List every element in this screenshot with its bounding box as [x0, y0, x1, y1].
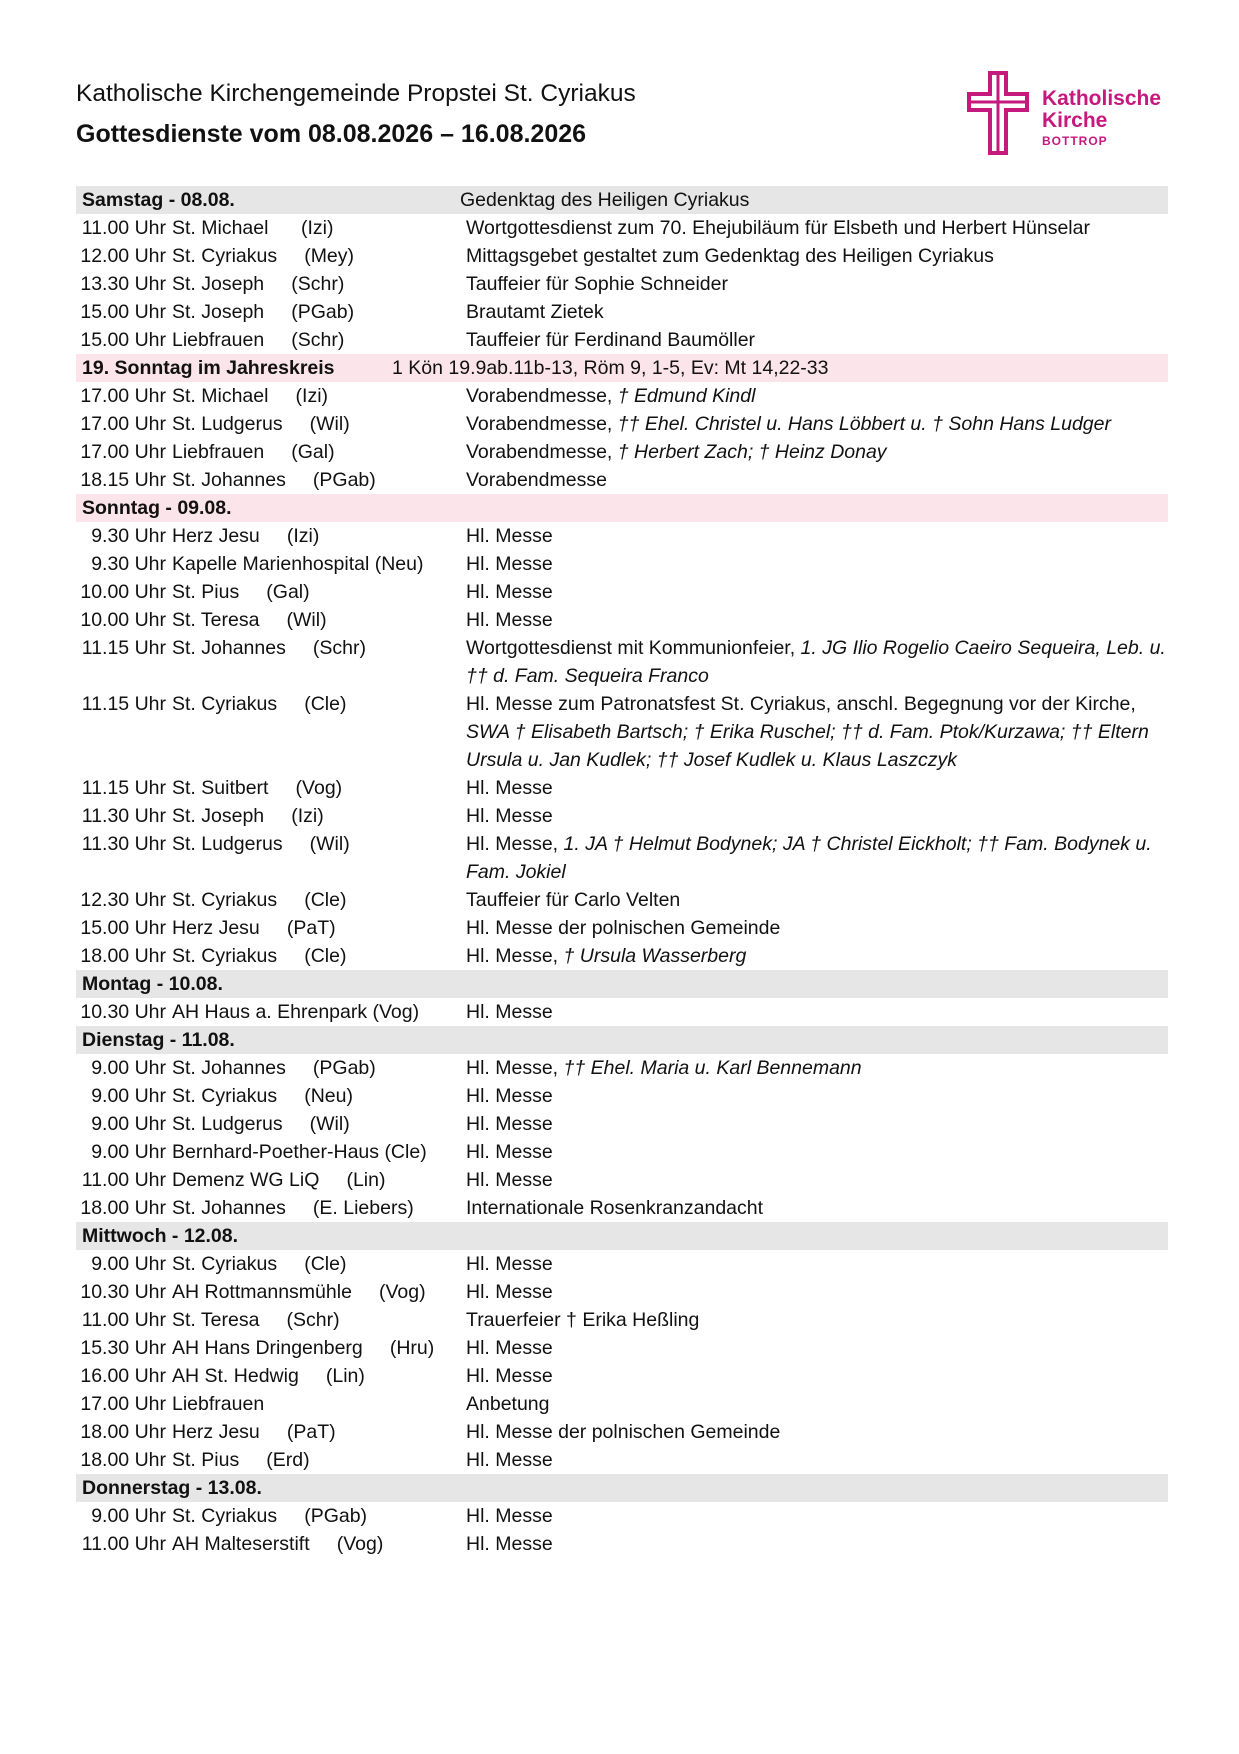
parish-name: Katholische Kirchengemeinde Propstei St. Cyriakus: [76, 80, 636, 107]
service-description: [466, 466, 1166, 494]
service-location: St. Ludgerus (Wil): [172, 1113, 350, 1135]
service-description: [466, 690, 1166, 774]
service-title: Vorabendmesse: [466, 469, 607, 491]
service-title: Hl. Messe: [466, 777, 553, 799]
service-title: Hl. Messe: [466, 1085, 553, 1107]
service-time: 11.00 Uhr: [81, 1169, 166, 1191]
service-time: 9.30 Uhr: [91, 525, 166, 547]
service-time: 18.00 Uhr: [80, 945, 166, 967]
service-time: 17.00 Uhr: [80, 1393, 166, 1415]
day-note: Gedenktag des Heiligen Cyriakus: [460, 189, 750, 211]
service-title: Hl. Messe: [466, 1281, 553, 1303]
service-description: [466, 1334, 1166, 1362]
church-logo: [966, 70, 1176, 156]
service-description: [466, 774, 1166, 802]
service-location: St. Pius (Erd): [172, 1449, 310, 1471]
service-location: St. Cyriakus (Cle): [172, 945, 347, 967]
service-description: [466, 214, 1166, 242]
service-description: [466, 830, 1166, 886]
service-entry: [76, 550, 1168, 578]
service-schedule: [76, 186, 1168, 1558]
service-description: [466, 1446, 1166, 1474]
service-intention: †† Ehel. Christel u. Hans Löbbert u. † Sohn Hans Ludger: [617, 413, 1111, 435]
service-title: Wortgottesdienst zum 70. Ehejubiläum für Elsbeth und Herbert Hünselar: [466, 217, 1090, 239]
service-entry: [76, 382, 1168, 410]
service-intention: † Edmund Kindl: [617, 385, 756, 407]
service-location: St. Cyriakus (Neu): [172, 1085, 353, 1107]
service-location: Liebfrauen (Gal): [172, 441, 335, 463]
service-time: 9.00 Uhr: [91, 1057, 166, 1079]
service-entry: [76, 914, 1168, 942]
service-entry: [76, 830, 1168, 886]
service-description: [466, 438, 1166, 466]
service-title: Hl. Messe der polnischen Gemeinde: [466, 917, 781, 939]
service-time: 15.00 Uhr: [80, 301, 166, 323]
service-entry: [76, 1502, 1168, 1530]
service-title: Hl. Messe: [466, 553, 553, 575]
service-entry: [76, 466, 1168, 494]
service-entry: [76, 298, 1168, 326]
service-time: 9.00 Uhr: [91, 1085, 166, 1107]
logo-text-line2: Kirche: [1042, 109, 1108, 132]
day-header: [76, 1222, 1168, 1250]
service-location: St. Johannes (PGab): [172, 1057, 376, 1079]
service-title: Hl. Messe: [466, 525, 553, 547]
service-location: St. Joseph (Schr): [172, 273, 345, 295]
service-location: AH Hans Dringenberg (Hru): [172, 1337, 435, 1359]
service-description: [466, 1306, 1166, 1334]
service-time: 9.00 Uhr: [91, 1505, 166, 1527]
service-time: 9.00 Uhr: [91, 1141, 166, 1163]
service-description: [466, 326, 1166, 354]
day-header: [76, 354, 1168, 382]
service-entry: [76, 1446, 1168, 1474]
service-entry: [76, 1194, 1168, 1222]
service-title: Hl. Messe: [466, 1253, 553, 1275]
service-time: 17.00 Uhr: [80, 441, 166, 463]
service-time: 11.15 Uhr: [81, 777, 166, 799]
service-location: Herz Jesu (PaT): [172, 917, 336, 939]
service-time: 9.30 Uhr: [91, 553, 166, 575]
service-entry: [76, 606, 1168, 634]
service-location: St. Joseph (Izi): [172, 805, 324, 827]
service-time: 11.00 Uhr: [81, 1533, 166, 1555]
day-note: 1 Kön 19.9ab.11b-13, Röm 9, 1-5, Ev: Mt 14,22-33: [392, 357, 829, 379]
logo-text-line1: Katholische: [1042, 87, 1162, 110]
service-title: Hl. Messe: [466, 1337, 553, 1359]
service-time: 10.00 Uhr: [80, 609, 166, 631]
service-location: St. Johannes (E. Liebers): [172, 1197, 414, 1219]
service-description: [466, 1250, 1166, 1278]
day-header: [76, 494, 1168, 522]
service-time: 11.15 Uhr: [81, 637, 166, 659]
service-title: Trauerfeier † Erika Heßling: [466, 1309, 700, 1331]
service-description: [466, 550, 1166, 578]
day-header: [76, 1474, 1168, 1502]
day-header: [76, 186, 1168, 214]
service-entry: [76, 522, 1168, 550]
service-time: 11.00 Uhr: [81, 217, 166, 239]
service-time: 10.30 Uhr: [80, 1001, 166, 1023]
logo-text-line3: BOTTROP: [1042, 134, 1108, 148]
day-label: Mittwoch - 12.08.: [82, 1225, 239, 1247]
service-description: [466, 1390, 1166, 1418]
service-location: AH Haus a. Ehrenpark (Vog): [172, 1001, 420, 1023]
day-header: [76, 1026, 1168, 1054]
service-description: [466, 802, 1166, 830]
service-title: Hl. Messe: [466, 581, 553, 603]
service-entry: [76, 270, 1168, 298]
day-header: [76, 970, 1168, 998]
service-location: Liebfrauen: [172, 1393, 265, 1415]
service-location: Kapelle Marienhospital (Neu): [172, 553, 424, 575]
service-time: 18.00 Uhr: [80, 1421, 166, 1443]
service-location: St. Cyriakus (PGab): [172, 1505, 368, 1527]
service-title: Hl. Messe,: [466, 833, 564, 855]
service-intention: † Ursula Wasserberg: [563, 945, 747, 967]
service-entry: [76, 214, 1168, 242]
service-title: Tauffeier für Sophie Schneider: [466, 273, 728, 295]
day-label: Samstag - 08.08.: [82, 189, 235, 211]
service-location: St. Johannes (PGab): [172, 469, 376, 491]
service-location: Bernhard-Poether-Haus (Cle): [172, 1141, 427, 1163]
service-intention: 1. JG Ilio Rogelio Caeiro Sequeira, Leb. u. †† d. Fam. Sequeira Franco: [466, 637, 1166, 687]
service-time: 18.00 Uhr: [80, 1197, 166, 1219]
service-time: 10.30 Uhr: [80, 1281, 166, 1303]
service-intention: †† Ehel. Maria u. Karl Bennemann: [563, 1057, 862, 1079]
service-entry: [76, 998, 1168, 1026]
day-label: Dienstag - 11.08.: [82, 1029, 235, 1051]
service-entry: [76, 410, 1168, 438]
service-entry: [76, 690, 1168, 774]
page-title: Gottesdienste vom 08.08.2026 – 16.08.2026: [76, 120, 587, 148]
service-entry: [76, 1110, 1168, 1138]
service-description: [466, 1502, 1166, 1530]
service-title: Hl. Messe: [466, 609, 553, 631]
service-intention: SWA † Elisabeth Bartsch; † Erika Ruschel; †† d. Fam. Ptok/Kurzawa; †† Eltern Ursula u. Jan Kudlek; †† Josef Kudlek u. Klaus Laszczyk: [466, 721, 1149, 771]
service-description: [466, 410, 1166, 438]
service-title: Hl. Messe: [466, 1113, 553, 1135]
service-description: [466, 522, 1166, 550]
service-title: Hl. Messe: [466, 1533, 553, 1555]
service-description: [466, 382, 1166, 410]
service-title: Vorabendmesse,: [466, 385, 618, 407]
service-description: [466, 1166, 1166, 1194]
service-location: St. Michael (Izi): [172, 385, 329, 407]
service-location: Liebfrauen (Schr): [172, 329, 345, 351]
service-entry: [76, 942, 1168, 970]
service-entry: [76, 1334, 1168, 1362]
service-description: [466, 942, 1166, 970]
service-description: [466, 1054, 1166, 1082]
service-time: 11.00 Uhr: [81, 1309, 166, 1331]
service-description: [466, 1530, 1166, 1558]
day-label: Montag - 10.08.: [82, 973, 223, 995]
service-time: 18.15 Uhr: [80, 469, 166, 491]
cross-icon: [966, 70, 1030, 156]
service-time: 15.30 Uhr: [80, 1337, 166, 1359]
service-title: Mittagsgebet gestaltet zum Gedenktag des Heiligen Cyriakus: [466, 245, 994, 267]
service-entry: [76, 1418, 1168, 1446]
service-time: 17.00 Uhr: [80, 413, 166, 435]
service-description: [466, 634, 1166, 690]
service-location: St. Cyriakus (Cle): [172, 693, 347, 715]
service-title: Hl. Messe: [466, 1001, 553, 1023]
service-entry: [76, 242, 1168, 270]
service-time: 9.00 Uhr: [91, 1113, 166, 1135]
service-time: 13.30 Uhr: [80, 273, 166, 295]
service-title: Hl. Messe: [466, 1169, 553, 1191]
service-description: [466, 1362, 1166, 1390]
service-time: 17.00 Uhr: [80, 385, 166, 407]
service-entry: [76, 1278, 1168, 1306]
service-entry: [76, 326, 1168, 354]
service-entry: [76, 1166, 1168, 1194]
service-entry: [76, 1306, 1168, 1334]
service-title: Hl. Messe: [466, 1365, 553, 1387]
service-description: [466, 1082, 1166, 1110]
service-time: 9.00 Uhr: [91, 1253, 166, 1275]
service-title: Vorabendmesse,: [466, 413, 618, 435]
service-title: Hl. Messe: [466, 1141, 553, 1163]
service-description: [466, 242, 1166, 270]
service-time: 12.00 Uhr: [80, 245, 166, 267]
service-entry: [76, 1082, 1168, 1110]
service-title: Tauffeier für Carlo Velten: [466, 889, 681, 911]
service-description: [466, 1418, 1166, 1446]
service-location: AH Malteserstift (Vog): [172, 1533, 384, 1555]
service-title: Hl. Messe zum Patronatsfest St. Cyriakus, anschl. Begegnung vor der Kirche,: [466, 693, 1136, 715]
service-location: St. Suitbert (Vog): [172, 777, 343, 799]
service-location: St. Teresa (Wil): [172, 609, 327, 631]
service-title: Anbetung: [466, 1393, 550, 1415]
service-intention: † Herbert Zach; † Heinz Donay: [617, 441, 887, 463]
service-description: [466, 606, 1166, 634]
service-time: 11.30 Uhr: [81, 833, 166, 855]
service-location: Demenz WG LiQ (Lin): [172, 1169, 386, 1191]
day-label: Donnerstag - 13.08.: [82, 1477, 262, 1499]
service-entry: [76, 438, 1168, 466]
service-entry: [76, 1530, 1168, 1558]
service-title: Hl. Messe,: [466, 1057, 564, 1079]
service-location: St. Teresa (Schr): [172, 1309, 340, 1331]
service-location: St. Ludgerus (Wil): [172, 413, 350, 435]
service-entry: [76, 1362, 1168, 1390]
service-location: St. Cyriakus (Cle): [172, 1253, 347, 1275]
service-title: Brautamt Zietek: [466, 301, 604, 323]
service-entry: [76, 634, 1168, 690]
service-time: 18.00 Uhr: [80, 1449, 166, 1471]
service-description: [466, 298, 1166, 326]
service-entry: [76, 1054, 1168, 1082]
service-entry: [76, 1390, 1168, 1418]
service-location: St. Ludgerus (Wil): [172, 833, 350, 855]
service-title: Vorabendmesse,: [466, 441, 618, 463]
service-time: 12.30 Uhr: [80, 889, 166, 911]
service-location: AH Rottmannsmühle (Vog): [172, 1281, 426, 1303]
service-entry: [76, 802, 1168, 830]
service-location: St. Michael (Izi): [172, 217, 334, 239]
service-title: Hl. Messe: [466, 805, 553, 827]
service-time: 10.00 Uhr: [80, 581, 166, 603]
service-location: St. Cyriakus (Cle): [172, 889, 347, 911]
day-label: Sonntag - 09.08.: [82, 497, 232, 519]
service-entry: [76, 886, 1168, 914]
service-description: [466, 270, 1166, 298]
service-time: 15.00 Uhr: [80, 917, 166, 939]
service-title: Tauffeier für Ferdinand Baumöller: [466, 329, 756, 351]
service-location: AH St. Hedwig (Lin): [172, 1365, 365, 1387]
service-time: 15.00 Uhr: [80, 329, 166, 351]
service-title: Internationale Rosenkranzandacht: [466, 1197, 764, 1219]
service-title: Hl. Messe: [466, 1449, 553, 1471]
service-location: St. Johannes (Schr): [172, 637, 367, 659]
service-location: St. Pius (Gal): [172, 581, 310, 603]
service-location: Herz Jesu (Izi): [172, 525, 320, 547]
service-entry: [76, 774, 1168, 802]
service-description: [466, 578, 1166, 606]
service-time: 11.15 Uhr: [81, 693, 166, 715]
service-location: St. Cyriakus (Mey): [172, 245, 355, 267]
service-location: Herz Jesu (PaT): [172, 1421, 336, 1443]
service-title: Hl. Messe der polnischen Gemeinde: [466, 1421, 781, 1443]
service-description: [466, 914, 1166, 942]
service-intention: 1. JA † Helmut Bodynek; JA † Christel Eickholt; †† Fam. Bodynek u. Fam. Jokiel: [466, 833, 1152, 883]
service-title: Hl. Messe,: [466, 945, 564, 967]
day-label: 19. Sonntag im Jahreskreis: [82, 357, 335, 379]
service-title: Hl. Messe: [466, 1505, 553, 1527]
service-description: [466, 1278, 1166, 1306]
service-description: [466, 886, 1166, 914]
service-time: 11.30 Uhr: [81, 805, 166, 827]
service-location: St. Joseph (PGab): [172, 301, 355, 323]
service-title: Wortgottesdienst mit Kommunionfeier,: [466, 637, 801, 659]
service-time: 16.00 Uhr: [80, 1365, 166, 1387]
service-description: [466, 998, 1166, 1026]
service-entry: [76, 1138, 1168, 1166]
service-description: [466, 1194, 1166, 1222]
service-entry: [76, 1250, 1168, 1278]
service-description: [466, 1110, 1166, 1138]
service-entry: [76, 578, 1168, 606]
service-description: [466, 1138, 1166, 1166]
